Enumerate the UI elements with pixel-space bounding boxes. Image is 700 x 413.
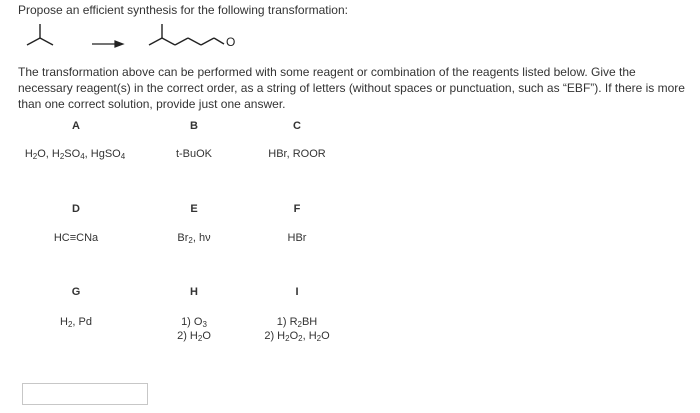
reaction-arrow — [92, 41, 123, 47]
reagent-letter-c: C — [293, 120, 301, 132]
reagent-letter-g: G — [71, 286, 81, 298]
reagent-e: $Br_2$, hν — [177, 232, 211, 245]
instructions-text: The transformation above can be performed with some reagent or combination of the reagents listed below. Give the necessary reagent(s) in the correct order, as a string of letters (without spaces or punctuation, such as “EBF”). If there is more than one correct solution, provide just one answer. — [18, 65, 685, 111]
reagent-g: $H_2$, Pd — [60, 316, 92, 329]
reagent-d: HC≡CNa — [53, 232, 99, 244]
reagent-letter-e: E — [190, 203, 198, 215]
reaction-scheme — [0, 0, 700, 60]
reagent-f: HBr — [287, 232, 307, 244]
reagent-a: $H_2O$, $H_2SO_4$, HgSO$_4$ — [24, 148, 126, 161]
reagent-letter-b: B — [190, 120, 198, 132]
reagent-i: 1) $R_2BH$ 2) $H_2O_2$, $H_2O$ — [264, 316, 330, 343]
reagent-b: t-BuOK — [175, 148, 213, 160]
prompt-text: Propose an efficient synthesis for the following transformation: — [18, 3, 348, 17]
reagent-letter-a: A — [72, 120, 80, 132]
reagent-letter-f: F — [293, 203, 301, 215]
answer-input[interactable] — [22, 383, 148, 405]
reagent-letter-h: H — [190, 286, 198, 298]
reagent-h: 1) $O_3$ 2) $H_2O$ — [177, 316, 211, 343]
reagent-c: HBr, ROOR — [268, 148, 326, 160]
reagent-letter-d: D — [72, 203, 80, 215]
starting-material-structure — [27, 24, 53, 45]
product-oxygen-label: O — [226, 35, 236, 49]
product-structure — [149, 24, 224, 45]
reagent-letter-i: I — [295, 286, 299, 298]
